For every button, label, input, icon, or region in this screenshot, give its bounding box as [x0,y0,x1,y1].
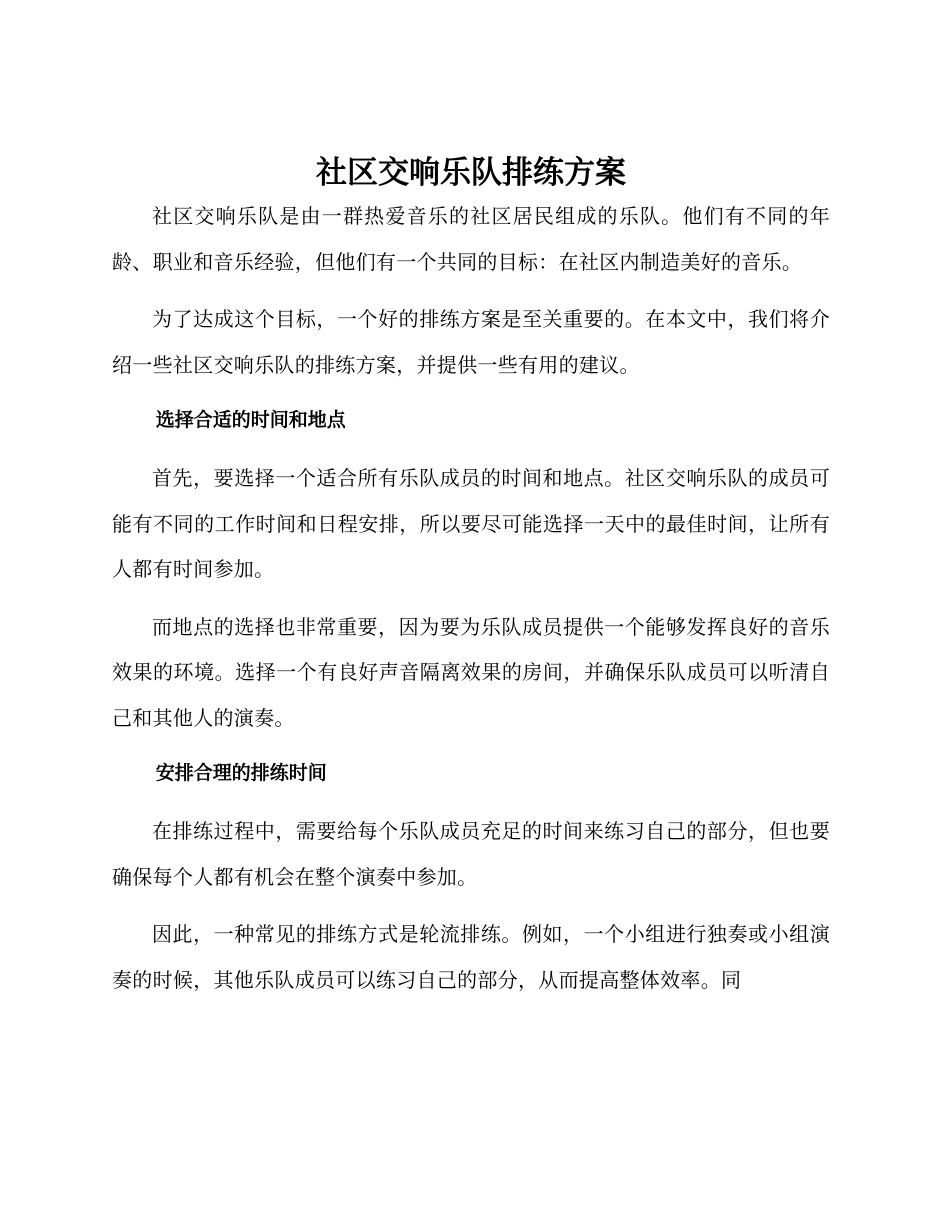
paragraph-intro: 社区交响乐队是由一群热爱音乐的社区居民组成的乐队。他们有不同的年龄、职业和音乐经验，但他们有一个共同的目标：在社区内制造美好的音乐。 [112,204,830,274]
paragraph-choose-time: 首先，要选择一个适合所有乐队成员的时间和地点。社区交响乐队的成员可能有不同的工作时间和日程安排，所以要尽可能选择一天中的最佳时间，让所有人都有时间参加。 [112,466,830,581]
document-page [112,150,830,1015]
paragraph-rotation: 因此，一种常见的排练方式是轮流排练。例如，一个小组进行独奏或小组演奏的时候，其他乐队成员可以练习自己的部分，从而提高整体效率。同 [112,922,830,992]
document-title: 社区交响乐队排练方案 [316,155,626,191]
section-heading-time-place: 选择合适的时间和地点 [155,409,346,431]
paragraph-purpose: 为了达成这个目标，一个好的排练方案是至关重要的。在本文中，我们将介绍一些社区交响乐队的排练方案，并提供一些有用的建议。 [112,307,830,377]
paragraph-rehearsal-process: 在排练过程中，需要给每个乐队成员充足的时间来练习自己的部分，但也要确保每个人都有机会在整个演奏中参加。 [112,819,830,889]
paragraph-choose-place: 而地点的选择也非常重要，因为要为乐队成员提供一个能够发挥良好的音乐效果的环境。选择一个有良好声音隔离效果的房间，并确保乐队成员可以听清自己和其他人的演奏。 [112,614,830,730]
section-heading-rehearsal-time: 安排合理的排练时间 [155,762,327,784]
